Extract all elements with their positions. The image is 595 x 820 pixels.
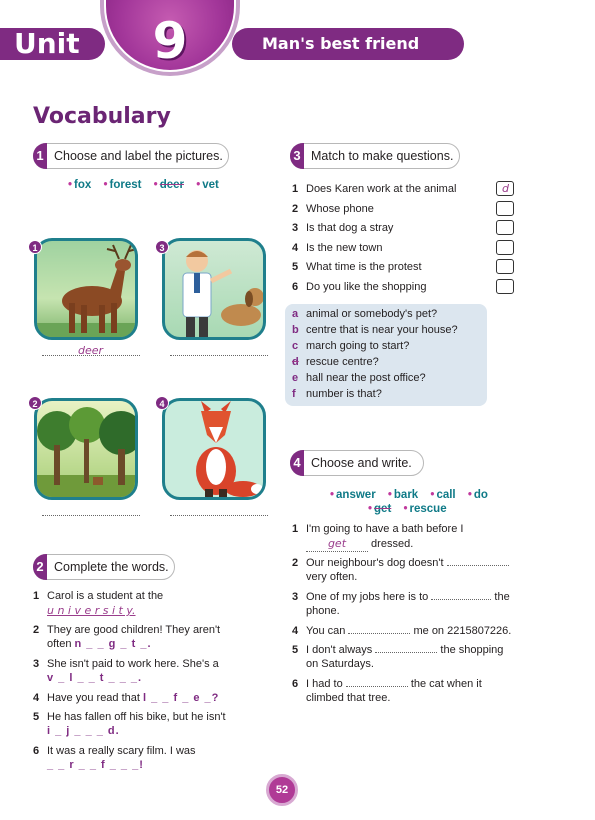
- word-box-4-row2: [368, 503, 456, 515]
- answer-box[interactable]: [496, 279, 514, 294]
- exercise-4-item: 1 I'm going to have a bath before I get dressed.: [292, 523, 464, 550]
- question-stem: 2 Whose phone: [292, 203, 374, 215]
- ending-option: c march going to start?: [292, 340, 410, 352]
- exercise-4-header: [290, 450, 424, 476]
- answer-box[interactable]: [496, 220, 514, 235]
- exercise-2-item: 6 It was a really scary film. I was _ _ r _ _ f _ _ _!: [33, 745, 196, 771]
- exercise-2-item: 3 She isn't paid to work here. She's a v _ l _ _ t _ _ _.: [33, 658, 219, 684]
- exercise-1-header: [33, 143, 229, 169]
- exercise-number: 1: [33, 143, 47, 169]
- picture-forest: [34, 398, 138, 500]
- exercise-4-item: 6 I had to the cat when it climbed that tree.: [292, 678, 482, 704]
- exercise-4-item: 4 You can me on 2215807226.: [292, 625, 512, 637]
- unit-title: Man's best friend: [262, 34, 420, 53]
- exercise-number: 2: [33, 554, 47, 580]
- exercise-instruction: Complete the words.: [54, 560, 169, 574]
- exercise-2-header: [33, 554, 175, 580]
- exercise-2-item: 5 He has fallen off his bike, but he isn't i _ j _ _ _ d.: [33, 711, 226, 737]
- unit-label: Unit: [14, 27, 80, 60]
- word-option: • answer: [330, 489, 376, 501]
- ending-option: d rescue centre?: [292, 356, 379, 368]
- exercise-instruction: Match to make questions.: [311, 149, 454, 163]
- word-option: • forest: [103, 179, 142, 191]
- fox-illustration: [165, 401, 266, 500]
- picture-vet: [162, 238, 266, 340]
- answer-line: [42, 515, 140, 516]
- exercise-4-item: 5 I don't always the shopping on Saturdays.: [292, 644, 504, 670]
- question-stem: 5 What time is the protest: [292, 261, 422, 273]
- question-stem: 4 Is the new town: [292, 242, 383, 254]
- word-box-1: [68, 179, 228, 191]
- answer-box[interactable]: [496, 201, 514, 216]
- word-option: • vet: [196, 179, 219, 191]
- question-stem: 3 Is that dog a stray: [292, 222, 394, 234]
- ending-option: a animal or somebody's pet?: [292, 308, 438, 320]
- exercise-3-header: [290, 143, 460, 169]
- answer-line: [170, 515, 268, 516]
- answer-box[interactable]: [496, 259, 514, 274]
- question-stem: 1 Does Karen work at the animal: [292, 183, 457, 195]
- answer-line: [170, 355, 268, 356]
- word-option: • deer: [153, 179, 184, 191]
- answer-box[interactable]: [496, 240, 514, 255]
- picture-badge: 4: [155, 396, 169, 410]
- question-stem: 6 Do you like the shopping: [292, 281, 427, 293]
- exercise-instruction: Choose and label the pictures.: [54, 149, 223, 163]
- exercise-2-item: 4 Have you read that l _ _ f _ e _?: [33, 692, 220, 704]
- unit-number: 9: [152, 12, 188, 70]
- vet-illustration: [165, 241, 266, 340]
- picture-badge: 2: [28, 396, 42, 410]
- word-box-4: [330, 489, 497, 501]
- word-option: • rescue: [403, 503, 447, 515]
- word-option: • get: [368, 503, 392, 515]
- forest-illustration: [37, 401, 138, 500]
- deer-illustration: [37, 241, 138, 340]
- word-option: • fox: [68, 179, 92, 191]
- exercise-2-item: 2 They are good children! They aren't often n _ _ g _ t _.: [33, 624, 221, 650]
- picture-badge: 1: [28, 240, 42, 254]
- page-number: 52: [266, 774, 298, 806]
- exercise-number: 4: [290, 450, 304, 476]
- exercise-number: 3: [290, 143, 304, 169]
- picture-deer: [34, 238, 138, 340]
- ending-option: e hall near the post office?: [292, 372, 426, 384]
- picture-fox: [162, 398, 266, 500]
- handwritten-answer: deer: [78, 344, 104, 357]
- ending-option: f number is that?: [292, 388, 382, 400]
- ending-option: b centre that is near your house?: [292, 324, 458, 336]
- exercise-2-item: 1 Carol is a student at the u n i v e r s i t y.: [33, 590, 164, 617]
- exercise-4-item: 2 Our neighbour's dog doesn't very often.: [292, 557, 542, 585]
- section-title: Vocabulary: [33, 104, 171, 129]
- exercise-4-item: 3 One of my jobs here is to the phone.: [292, 591, 510, 617]
- word-option: • call: [430, 489, 456, 501]
- exercise-instruction: Choose and write.: [311, 456, 412, 470]
- picture-badge: 3: [155, 240, 169, 254]
- word-option: • bark: [387, 489, 419, 501]
- word-option: • do: [467, 489, 488, 501]
- answer-box[interactable]: d: [496, 181, 514, 196]
